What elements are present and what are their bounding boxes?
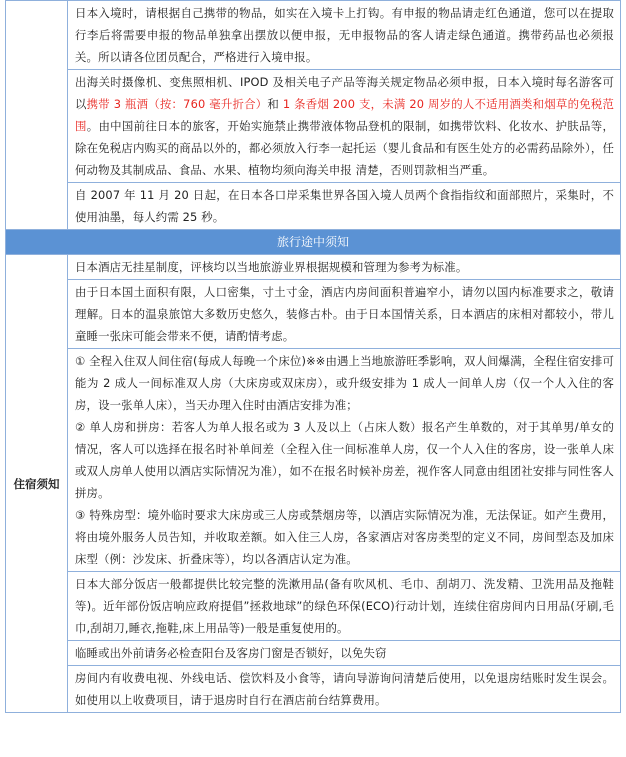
customs-text-segment: 和	[267, 97, 280, 111]
customs-text-segment: 。由中国前往日本的旅客，开始实施禁止携带液体物品登机的限制，如携带饮料、化妆水、护肤品等，除在免税店内购买的商品以外的，都必须放入行李一起托运（婴儿食品和有医生处方的必需药品除外），任何动物及其制成品、食品、水果、植物均须向海关申报 清楚，否则罚款相当严重。	[75, 119, 614, 177]
section-title-travel: 旅行途中须知	[6, 230, 621, 255]
single-room-rule: ② 单人房和拼房：若客人为单人报名或为 3 人及以上（占床人数）报名产生单数的，对于其单男/单女的情况，客人可以选择在报名时补单间差（全程入住一间标准单人房，仅一个人入住的客房，设一张单人床或双人房单人使用以酒店实际情况为准），如不在报名时候补房差，视作客人同意由组团社安排与同性客人拼房。	[75, 420, 614, 500]
room-arrangement-text	[68, 349, 621, 572]
lodging-row-6	[6, 666, 621, 713]
security-reminder-text: 临睡或出外前请务必检查阳台及客房门窗是否锁好，以免失窃	[68, 641, 621, 666]
special-room-rule: ③ 特殊房型：境外临时要求大床房或三人房或禁烟房等，以酒店实际情况为准，无法保证。如产生费用，将由境外服务人员告知，并收取差额。如入住三人房，各家酒店对客房类型的定义不同，房间型态及加床床型（例：沙发床、折叠床等），均以各酒店认定为准。	[75, 508, 614, 566]
customs-rules-text	[68, 70, 621, 183]
room-size-text: 由于日本国土面积有限，人口密集，寸土寸金，酒店内房间面积普遍窄小，请勿以国内标准要求之，敬请理解。日本的温泉旅馆大多数历史悠久，装修古朴。由于日本国情关系，日本酒店的床相对都较小，带儿童睡一张床可能会带来不便，请酌情考虑。	[68, 280, 621, 349]
lodging-row-5	[6, 641, 621, 666]
lodging-row-1	[6, 255, 621, 280]
lodging-row-4	[6, 572, 621, 641]
entry-row-2	[6, 70, 621, 183]
paid-services-text: 房间内有收费电视、外线电话、偿饮料及小食等，请向导游询问清楚后使用，以免退房结账时发生误会。如使用以上收费项目，请于退房时自行在酒店前台结算费用。	[68, 666, 621, 713]
tobacco-allowance-highlight: 1 条香烟 200 支，未满 20 周岁的人不适用酒类和烟草的免税范围	[75, 97, 615, 133]
lodging-notice-label: 住宿须知	[6, 255, 68, 713]
twin-room-rule: ① 全程入住双人间住宿(每成人每晚一个床位)※※由遇上当地旅游旺季影响，双人间爆满，全程住宿安排可能为 2 成人一间标准双人房（大床房或双床房），或升级安排为 1 成人一间单人房（仅一个人入住的客房，设一张单人床），当天办理入住时由酒店安排为准；	[75, 354, 614, 412]
lodging-row-3	[6, 349, 621, 572]
fingerprint-notice-text: 自 2007 年 11 月 20 日起，在日本各口岸采集世界各国入境人员两个食指指纹和面部照片，采集时，不使用油墨，每人约需 25 秒。	[68, 183, 621, 230]
entry-declaration-text: 日本入境时，请根据自己携带的物品，如实在入境卡上打钩。有申报的物品请走红色通道，您可以在提取行李后将需要申报的物品单独拿出摆放以便申报，无申报物品的客人请走绿色通道。携带药品也必须报关。所以请各位团员配合，严格进行入境申报。	[68, 1, 621, 70]
notice-table	[5, 0, 621, 713]
entry-row-1	[6, 1, 621, 70]
entry-row-3	[6, 183, 621, 230]
amenities-text: 日本大部分饭店一般都提供比较完整的洗漱用品(备有吹风机、毛巾、刮胡刀、洗发精、卫洗用品及拖鞋等)。近年部份饭店响应政府提倡”拯救地球”的绿色环保(ECO)行动计划，连续住宿房间内日用品(牙刷,毛巾,刮胡刀,睡衣,拖鞋,床上用品等)一般是重复使用的。	[68, 572, 621, 641]
hotel-rating-text: 日本酒店无挂星制度，评核均以当地旅游业界根据规模和管理为参考为标准。	[68, 255, 621, 280]
customs-text-segment: 出海关时摄像机、变焦照相机、IPOD 及相关电子产品等海关规定物品必须申报，日本入境时每名游客可以	[75, 75, 614, 111]
entry-label-cell	[6, 1, 68, 230]
section-banner-row	[6, 230, 621, 255]
lodging-row-2	[6, 280, 621, 349]
alcohol-allowance-highlight: 携带 3 瓶酒（按：760 毫升折合）	[86, 97, 268, 111]
